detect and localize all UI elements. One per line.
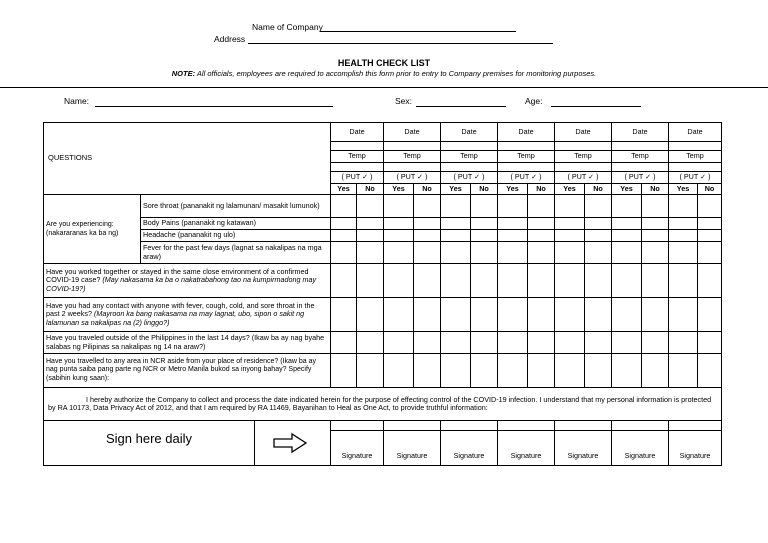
company-name-line[interactable] — [320, 23, 516, 32]
answer-cell[interactable] — [698, 218, 722, 230]
question-travel-ncr: Have you travelled to any area in NCR aside from your place of residence? (Ikaw ba ay nag punta saiba pang parte ng NCR or Metro Manila bukod sa inyong bahay? Specify (sabihin kung saan): — [44, 354, 331, 388]
questions-header: QUESTIONS — [44, 123, 331, 195]
date-header-6: Date — [612, 123, 669, 142]
arrow-right-icon — [272, 432, 308, 454]
answer-cell[interactable] — [555, 195, 585, 218]
answer-cell[interactable] — [698, 264, 722, 298]
answer-cell[interactable] — [331, 298, 357, 332]
question-text: Have you worked together or stayed in the same close environment of a confirmed COVID-19 case? — [46, 266, 309, 285]
no-header: No — [698, 184, 722, 195]
answer-cell[interactable] — [331, 218, 357, 230]
health-checklist-table — [43, 122, 722, 466]
no-header: No — [642, 184, 669, 195]
experiencing-label: Are you experiencing: (nakararanas ka ba ng) — [44, 195, 141, 264]
answer-cell[interactable] — [441, 332, 471, 354]
answer-cell[interactable] — [414, 242, 441, 264]
answer-cell[interactable] — [441, 354, 471, 388]
answer-cell[interactable] — [498, 195, 528, 218]
answer-cell[interactable] — [471, 218, 498, 230]
answer-cell[interactable] — [498, 332, 528, 354]
answer-cell[interactable] — [555, 332, 585, 354]
answer-cell[interactable] — [642, 298, 669, 332]
temp-input-3[interactable] — [441, 163, 498, 172]
answer-cell[interactable] — [528, 218, 555, 230]
no-header: No — [585, 184, 612, 195]
answer-cell[interactable] — [331, 264, 357, 298]
form-note — [0, 69, 768, 78]
signature-top-row — [44, 421, 722, 431]
temp-header-4: Temp — [498, 151, 555, 163]
answer-cell[interactable] — [528, 354, 555, 388]
answer-cell[interactable] — [642, 354, 669, 388]
answer-cell[interactable] — [441, 242, 471, 264]
answer-cell[interactable] — [357, 264, 384, 298]
answer-cell[interactable] — [612, 230, 642, 242]
no-header: No — [528, 184, 555, 195]
answer-cell[interactable] — [498, 242, 528, 264]
date-input-4[interactable] — [498, 142, 555, 151]
signature-box-1[interactable]: Signature — [331, 431, 384, 466]
answer-cell[interactable] — [585, 354, 612, 388]
answer-cell[interactable] — [612, 242, 642, 264]
yes-header: Yes — [612, 184, 642, 195]
date-input-5[interactable] — [555, 142, 612, 151]
question-translation: (May nakasama ka ba o nakatrabahong tao na kumpirmadong may COVID-19?) — [46, 275, 317, 293]
date-header-2: Date — [384, 123, 441, 142]
answer-cell[interactable] — [441, 264, 471, 298]
answer-cell[interactable] — [384, 195, 414, 218]
answer-cell[interactable] — [698, 242, 722, 264]
answer-cell[interactable] — [555, 230, 585, 242]
answer-cell[interactable] — [414, 218, 441, 230]
date-input-3[interactable] — [441, 142, 498, 151]
age-label: Age: — [525, 96, 543, 106]
answer-cell[interactable] — [498, 230, 528, 242]
answer-cell[interactable] — [669, 230, 698, 242]
date-header-5: Date — [555, 123, 612, 142]
sign-here-label: Sign here daily — [106, 431, 192, 446]
sign-here-cell — [44, 421, 331, 466]
answer-cell[interactable] — [528, 195, 555, 218]
table-row — [44, 332, 722, 354]
answer-cell[interactable] — [357, 218, 384, 230]
answer-cell[interactable] — [642, 332, 669, 354]
answer-cell[interactable] — [585, 264, 612, 298]
answer-cell[interactable] — [384, 298, 414, 332]
temp-input-5[interactable] — [555, 163, 612, 172]
answer-cell[interactable] — [357, 332, 384, 354]
answer-cell[interactable] — [555, 298, 585, 332]
consent-row — [44, 388, 722, 421]
temp-header-1: Temp — [331, 151, 384, 163]
date-input[interactable] — [384, 421, 441, 431]
symptom-body-pains: Body Pains (pananakit ng katawan) — [141, 218, 331, 230]
table-row — [44, 218, 722, 230]
answer-cell[interactable] — [498, 298, 528, 332]
answer-cell[interactable] — [384, 264, 414, 298]
yes-header: Yes — [384, 184, 414, 195]
answer-cell[interactable] — [357, 230, 384, 242]
answer-cell[interactable] — [555, 218, 585, 230]
answer-cell[interactable] — [357, 242, 384, 264]
company-name-label: Name of Company — [252, 22, 323, 32]
answer-cell[interactable] — [528, 242, 555, 264]
answer-cell[interactable] — [669, 264, 698, 298]
answer-cell[interactable] — [698, 195, 722, 218]
answer-cell[interactable] — [441, 218, 471, 230]
answer-cell[interactable] — [384, 354, 414, 388]
sign-divider — [254, 421, 255, 465]
answer-cell[interactable] — [612, 218, 642, 230]
signature-box-4[interactable]: Signature — [498, 431, 555, 466]
signature-box-5[interactable]: Signature — [555, 431, 612, 466]
yes-header: Yes — [441, 184, 471, 195]
answer-cell[interactable] — [669, 195, 698, 218]
header-divider — [0, 87, 768, 88]
symptom-fever: Fever for the past few days (lagnat sa nakalipas na mga araw) — [141, 242, 331, 264]
table-row — [44, 242, 722, 264]
answer-cell[interactable] — [698, 298, 722, 332]
answer-cell[interactable] — [612, 332, 642, 354]
name-field[interactable] — [95, 97, 333, 107]
signature-box-2[interactable]: Signature — [384, 431, 441, 466]
date-input[interactable] — [669, 421, 722, 431]
no-header: No — [357, 184, 384, 195]
answer-cell[interactable] — [669, 242, 698, 264]
answer-cell[interactable] — [612, 264, 642, 298]
temp-header-6: Temp — [612, 151, 669, 163]
answer-cell[interactable] — [331, 195, 357, 218]
yes-header: Yes — [498, 184, 528, 195]
yes-header: Yes — [331, 184, 357, 195]
answer-cell[interactable] — [384, 230, 414, 242]
signature-box-6[interactable]: Signature — [612, 431, 669, 466]
answer-cell[interactable] — [642, 264, 669, 298]
age-field[interactable] — [551, 97, 641, 107]
put-check-header-4: ( PUT ✓ ) — [498, 172, 555, 184]
question-text: Have you had any contact with anyone with fever, cough, cold, and sore throat in the past 2 weeks? — [46, 300, 315, 319]
date-header-3: Date — [441, 123, 498, 142]
answer-cell[interactable] — [669, 332, 698, 354]
answer-cell[interactable] — [585, 195, 612, 218]
table-row — [44, 195, 722, 218]
answer-cell[interactable] — [585, 242, 612, 264]
answer-cell[interactable] — [698, 230, 722, 242]
date-input-2[interactable] — [384, 142, 441, 151]
answer-cell[interactable] — [585, 332, 612, 354]
answer-cell[interactable] — [414, 264, 441, 298]
answer-cell[interactable] — [471, 264, 498, 298]
answer-cell[interactable] — [585, 218, 612, 230]
answer-cell[interactable] — [471, 298, 498, 332]
answer-cell[interactable] — [612, 195, 642, 218]
question-travel-abroad: Have you traveled outside of the Philippines in the last 14 days? (Ikaw ba ay nag byahe salabas ng Pilipinas sa nakalipas ng 14 na araw?) — [44, 332, 331, 354]
temp-input-2[interactable] — [384, 163, 441, 172]
sex-field[interactable] — [416, 97, 506, 107]
answer-cell[interactable] — [642, 195, 669, 218]
question-covid-contact — [44, 264, 331, 298]
put-check-header-1: ( PUT ✓ ) — [331, 172, 384, 184]
yes-header: Yes — [555, 184, 585, 195]
answer-cell[interactable] — [585, 298, 612, 332]
question-symptom-contact — [44, 298, 331, 332]
temp-input-6[interactable] — [612, 163, 669, 172]
answer-cell[interactable] — [642, 242, 669, 264]
answer-cell[interactable] — [555, 242, 585, 264]
answer-cell[interactable] — [414, 298, 441, 332]
table-row — [44, 298, 722, 332]
answer-cell[interactable] — [498, 264, 528, 298]
table-row — [44, 354, 722, 388]
date-input-1[interactable] — [331, 142, 384, 151]
answer-cell[interactable] — [331, 242, 357, 264]
answer-cell[interactable] — [471, 242, 498, 264]
date-input-6[interactable] — [612, 142, 669, 151]
date-input[interactable] — [555, 421, 612, 431]
table-row — [44, 264, 722, 298]
answer-cell[interactable] — [498, 354, 528, 388]
answer-cell[interactable] — [669, 298, 698, 332]
date-header-1: Date — [331, 123, 384, 142]
address-label: Address — [214, 34, 246, 44]
answer-cell[interactable] — [357, 354, 384, 388]
name-label: Name: — [64, 96, 90, 106]
sex-label: Sex: — [395, 96, 413, 106]
date-input[interactable] — [331, 421, 384, 431]
symptom-sore-throat: Sore throat (pananakit ng lalamunan/ masakit lumunok) — [141, 195, 331, 218]
answer-cell[interactable] — [528, 332, 555, 354]
table-row — [44, 230, 722, 242]
answer-cell[interactable] — [669, 218, 698, 230]
form-title: HEALTH CHECK LIST — [337, 58, 431, 68]
address-line[interactable] — [248, 35, 553, 44]
answer-cell[interactable] — [471, 332, 498, 354]
date-input[interactable] — [498, 421, 555, 431]
temp-header-7: Temp — [669, 151, 722, 163]
answer-cell[interactable] — [698, 354, 722, 388]
answer-cell[interactable] — [669, 354, 698, 388]
date-input[interactable] — [612, 421, 669, 431]
answer-cell[interactable] — [528, 264, 555, 298]
answer-cell[interactable] — [585, 230, 612, 242]
answer-cell[interactable] — [357, 195, 384, 218]
answer-cell[interactable] — [357, 298, 384, 332]
answer-cell[interactable] — [528, 230, 555, 242]
answer-cell[interactable] — [498, 218, 528, 230]
date-input[interactable] — [441, 421, 498, 431]
temp-input-1[interactable] — [331, 163, 384, 172]
answer-cell[interactable] — [414, 230, 441, 242]
date-input-7[interactable] — [669, 142, 722, 151]
temp-input-7[interactable] — [669, 163, 722, 172]
note-prefix: NOTE: — [171, 69, 196, 78]
put-check-header-2: ( PUT ✓ ) — [384, 172, 441, 184]
signature-box-3[interactable]: Signature — [441, 431, 498, 466]
answer-cell[interactable] — [384, 242, 414, 264]
put-check-header-6: ( PUT ✓ ) — [612, 172, 669, 184]
answer-cell[interactable] — [612, 354, 642, 388]
answer-cell[interactable] — [384, 332, 414, 354]
question-translation: (Mayroon ka bang nakasama na may lagnat, ubo, sipon o sakit ng lalamunan sa nakalipas na (2) linggo?) — [46, 309, 305, 327]
temp-input-4[interactable] — [498, 163, 555, 172]
consent-statement: I hereby authorize the Company to collect and process the date indicated herein for the purpose of effecting control of the COVID-19 infection. I understand that my personal information is protected by RA 10173, Data Privacy Act of 2012, and that I am required by RA 11469, Bayanihan to Heal as One Act, to provide truthful information: — [44, 388, 722, 421]
answer-cell[interactable] — [414, 195, 441, 218]
answer-cell[interactable] — [555, 264, 585, 298]
put-check-header-3: ( PUT ✓ ) — [441, 172, 498, 184]
answer-cell[interactable] — [471, 230, 498, 242]
answer-cell[interactable] — [441, 230, 471, 242]
answer-cell[interactable] — [441, 298, 471, 332]
answer-cell[interactable] — [414, 354, 441, 388]
signature-box-7[interactable]: Signature — [669, 431, 722, 466]
answer-cell[interactable] — [471, 354, 498, 388]
temp-header-3: Temp — [441, 151, 498, 163]
answer-cell[interactable] — [414, 332, 441, 354]
answer-cell[interactable] — [612, 298, 642, 332]
symptom-headache: Headache (pananakit ng ulo) — [141, 230, 331, 242]
yes-header: Yes — [669, 184, 698, 195]
no-header: No — [471, 184, 498, 195]
answer-cell[interactable] — [528, 298, 555, 332]
no-header: No — [414, 184, 441, 195]
answer-cell[interactable] — [698, 332, 722, 354]
answer-cell[interactable] — [555, 354, 585, 388]
put-check-header-5: ( PUT ✓ ) — [555, 172, 612, 184]
note-text: All officials, employees are required to accomplish this form prior to entry to Company premises for monitoring purposes. — [196, 69, 597, 78]
answer-cell[interactable] — [331, 230, 357, 242]
temp-header-2: Temp — [384, 151, 441, 163]
answer-cell[interactable] — [441, 195, 471, 218]
date-header-4: Date — [498, 123, 555, 142]
temp-header-5: Temp — [555, 151, 612, 163]
answer-cell[interactable] — [384, 218, 414, 230]
date-header-7: Date — [669, 123, 722, 142]
answer-cell[interactable] — [331, 354, 357, 388]
answer-cell[interactable] — [642, 230, 669, 242]
answer-cell[interactable] — [471, 195, 498, 218]
put-check-header-7: ( PUT ✓ ) — [669, 172, 722, 184]
answer-cell[interactable] — [331, 332, 357, 354]
answer-cell[interactable] — [642, 218, 669, 230]
